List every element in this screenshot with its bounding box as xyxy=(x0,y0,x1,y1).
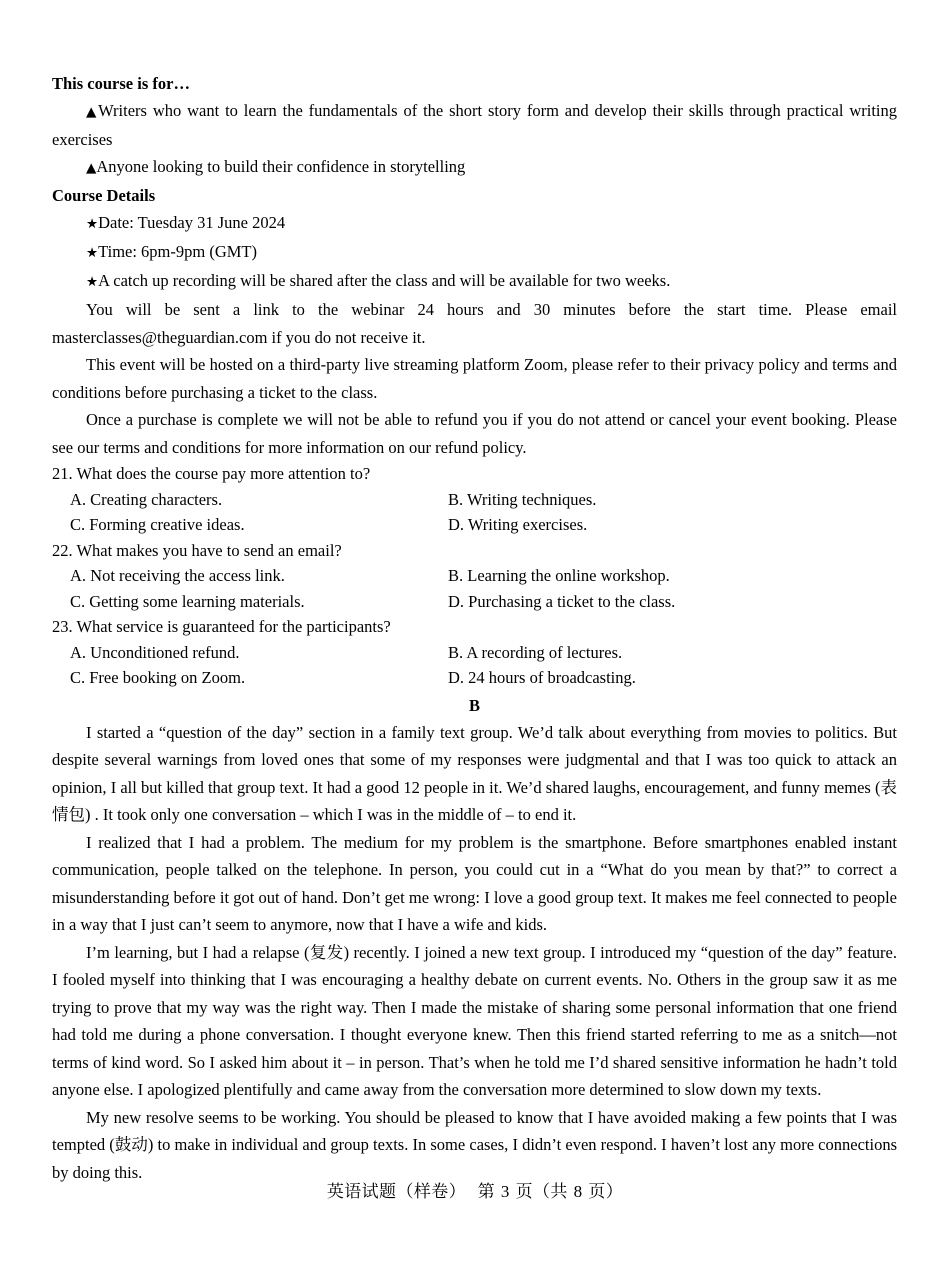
footer-total-pages: 8 xyxy=(573,1182,583,1201)
question-22-option-c[interactable]: C. Getting some learning materials. xyxy=(70,591,305,611)
detail-item-time xyxy=(52,238,897,267)
section-b-paragraph-1: I started a “question of the day” section in a family text group. We’d talk about everything from movies to politics. But despite several warnings from loved ones that some of my responses were judgmental and that I was too quick to attack an opinion, I all but killed that group text. It had a good 12 people in it. We’d shared laughs, encouragement, and funny memes (表情包) . It took only one conversation – which I was in the middle of – to end it. xyxy=(52,722,897,824)
star-bullet-icon: ★ xyxy=(86,216,99,232)
detail-item-date xyxy=(52,209,897,238)
footer-page-number: 3 xyxy=(500,1182,510,1201)
triangle-bullet-icon: ▲ xyxy=(86,104,99,120)
question-23-stem: 23. What service is guaranteed for the participants? xyxy=(52,617,391,636)
question-21-option-d[interactable]: D. Writing exercises. xyxy=(448,515,588,534)
section-b-letter: B xyxy=(468,695,480,715)
advert-paragraph-zoom: This event will be hosted on a third-party live streaming platform Zoom, please refer to their privacy policy and terms and conditions before purchasing a ticket to the class. xyxy=(52,355,897,402)
detail-item-recording-text: A catch up recording will be shared after the class and will be available for two weeks. xyxy=(98,271,671,290)
question-22-option-b[interactable]: B. Learning the online workshop. xyxy=(448,566,670,585)
detail-item-time-text: Time: 6pm-9pm (GMT) xyxy=(98,242,258,261)
heading-course-details: Course Details xyxy=(52,186,156,205)
audience-item-1 xyxy=(52,97,897,153)
footer-page-label: 第 xyxy=(477,1182,496,1202)
audience-item-2 xyxy=(52,153,897,182)
question-22-option-d[interactable]: D. Purchasing a ticket to the class. xyxy=(448,591,676,611)
triangle-bullet-icon: ▲ xyxy=(86,160,97,176)
exam-page-content xyxy=(52,70,897,1186)
question-23-options-row-2 xyxy=(52,665,897,691)
section-b-paragraph-4: My new resolve seems to be working. You should be pleased to know that I have avoided making a few points that I was tempted (鼓动) to make in individual and group texts. In some cases, I didn’t even respond. I haven’t lost any more connections by doing this. xyxy=(52,1107,897,1182)
heading-this-course-is-for: This course is for… xyxy=(52,74,190,93)
question-23-option-d[interactable]: D. 24 hours of broadcasting. xyxy=(448,668,636,687)
question-23-options-row-1 xyxy=(52,640,897,666)
question-22-options-row-1 xyxy=(52,563,897,589)
question-21-option-a[interactable]: A. Creating characters. xyxy=(70,489,223,509)
question-21-options-row-2 xyxy=(52,512,897,538)
audience-item-1-text: Writers who want to learn the fundamentals of the short story form and develop their skills through practical writing exercises xyxy=(52,101,897,149)
star-bullet-icon: ★ xyxy=(86,245,99,261)
question-21-option-b[interactable]: B. Writing techniques. xyxy=(448,489,597,509)
question-21-options-row-1 xyxy=(52,487,897,513)
section-b-paragraph-3: I’m learning, but I had a relapse (复发) recently. I joined a new text group. I introduced my “question of the day” feature. I fooled myself into thinking that I was encouraging a healthy debate on current events. No. Others in the group saw it as me trying to prove that my way was the right way. Then I made the mistake of sharing some personal information that one friend had told me during a phone conversation. I thought everyone knew. Then this friend started referring to me as a snitch—not terms of kind word. So I asked him about it – in person. That’s when he told me I’d shared sensitive information he hadn’t told anyone else. I apologized plentifully and came away from the conversation more determined to slow down my texts. xyxy=(52,942,897,1099)
question-23-option-a[interactable]: A. Unconditioned refund. xyxy=(70,642,240,662)
advert-paragraph-refund: Once a purchase is complete we will not be able to refund you if you do not attend or cancel your event booking. Please see our terms and conditions for more information on our refund policy. xyxy=(52,410,897,457)
audience-item-2-text: Anyone looking to build their confidence in storytelling xyxy=(96,157,466,176)
page-footer xyxy=(0,1177,950,1202)
question-23-option-c[interactable]: C. Free booking on Zoom. xyxy=(70,668,246,687)
star-bullet-icon: ★ xyxy=(86,274,99,290)
question-22-stem: 22. What makes you have to send an email? xyxy=(52,540,342,560)
section-b-paragraph-2: I realized that I had a problem. The medium for my problem is the smartphone. Before smartphones enabled instant communication, people talked on the telephone. In person, you could cut in a “What do you mean by that?” to correct a misunderstanding before it got out of hand. Don’t get me wrong: I love a good group text. It makes me feel connected to people in a way that I just can’t seem to anymore, now that I have a wife and kids. xyxy=(52,832,897,934)
question-21-stem: 21. What does the course pay more attention to? xyxy=(52,464,371,483)
question-21-option-c[interactable]: C. Forming creative ideas. xyxy=(70,515,245,534)
question-22-options-row-2 xyxy=(52,589,897,615)
detail-item-date-text: Date: Tuesday 31 June 2024 xyxy=(98,213,286,232)
detail-item-recording xyxy=(52,267,897,296)
footer-page-unit: 页（共 xyxy=(515,1182,568,1202)
footer-total-unit: 页） xyxy=(588,1182,624,1202)
question-22-option-a[interactable]: A. Not receiving the access link. xyxy=(70,566,285,585)
question-23-option-b[interactable]: B. A recording of lectures. xyxy=(448,642,623,662)
footer-subject-label: 英语试题（样卷） xyxy=(326,1182,467,1202)
advert-paragraph-email: You will be sent a link to the webinar 24 hours and 30 minutes before the start time. Please email masterclasses@theguardian.com if you do not receive it. xyxy=(52,300,897,347)
